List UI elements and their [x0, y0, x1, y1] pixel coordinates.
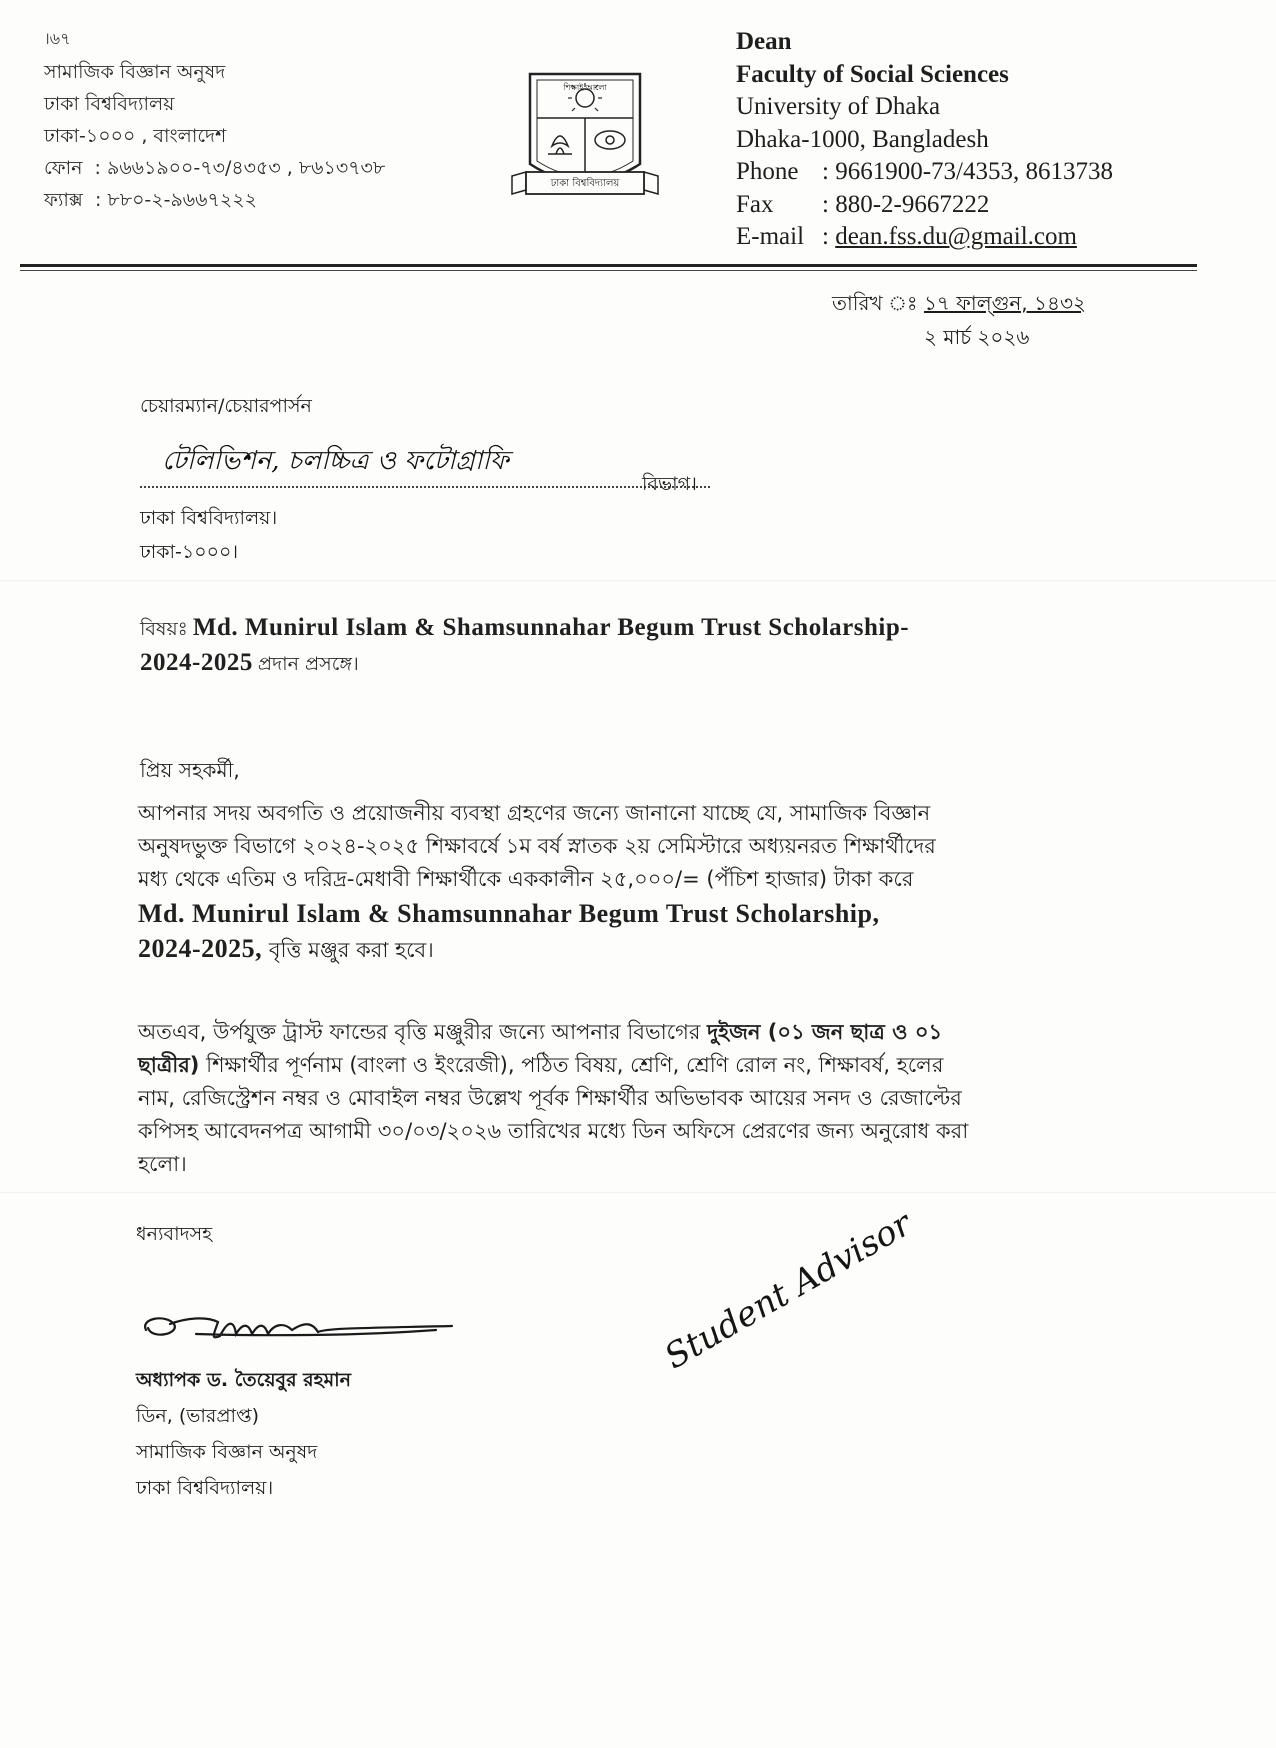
- en-phone-value: : 9661900-73/4353, 8613738: [822, 158, 1113, 185]
- para1-line: আপনার সদয় অবগতি ও প্রয়োজনীয় ব্যবস্থা গ্রহণের জন্যে জানানো যাচ্ছে যে, সামাজিক বিজ্ঞান: [138, 801, 931, 825]
- date-bangla: ১৭ ফাল্গুন, ১৪৩২: [923, 291, 1086, 315]
- header-divider-thin: [20, 270, 1197, 271]
- para2-line: নাম, রেজিস্ট্রেশন নম্বর ও মোবাইল নম্বর উল্লেখ পূর্বক শিক্ষার্থীর অভিভাবক আয়ের সনদ ও রেজাল্টের: [138, 1086, 962, 1110]
- en-email-sep: :: [822, 223, 829, 250]
- para1-line: [138, 932, 1070, 967]
- paper-fold: [0, 580, 1276, 582]
- signatory-faculty: সামাজিক বিজ্ঞান অনুষদ: [136, 1441, 318, 1463]
- en-dean: Dean: [736, 28, 792, 55]
- en-university: University of Dhaka: [736, 93, 941, 120]
- bn-fax-label: ফ্যাক্স: [44, 189, 83, 211]
- para1-line: অনুষদভুক্ত বিভাগে ২০২৪-২০২৫ শিক্ষাবর্ষে ১ম বর্ষ স্নাতক ২য় সেমিস্টারে অধ্যয়নরত শিক্ষার্থীদের: [138, 834, 936, 858]
- letterhead-english: [736, 26, 1113, 254]
- para2-text: অতএব, উর্পযুক্ত ট্রাস্ট ফান্ডের বৃত্তি মঞ্জুরীর জন্যে আপনার বিভাগের: [138, 1020, 701, 1044]
- subject-line-1: [140, 611, 1070, 646]
- letterhead-bangla: [44, 56, 385, 216]
- department-handwritten: টেলিভিশন, চলচ্চিত্র ও ফটোগ্রাফি: [162, 446, 509, 476]
- date-gregorian: ২ মার্চ ২০২৬: [924, 325, 1030, 349]
- para1-rest: বৃত্তি মঞ্জুর করা হবে।: [268, 938, 434, 962]
- signature: [136, 1300, 456, 1352]
- para2-line: কপিসহ আবেদনপত্র আগামী ৩০/০৩/২০২৬ তারিখের মধ্যে ডিন অফিসে প্রেরণের জন্য অনুরোধ করা: [138, 1119, 969, 1143]
- en-email-label: E-mail: [736, 223, 805, 250]
- subject-label: বিষয়ঃ: [140, 618, 188, 640]
- bn-fax-value: ৮৮০-২-৯৬৬৭২২২: [107, 189, 257, 211]
- para2-text: শিক্ষার্থীর পূর্ণনাম (বাংলা ও ইংরেজী), পঠিত বিষয়, শ্রেণি, শ্রেণি রোল নং, শিক্ষাবর্ষ, হলের: [206, 1053, 944, 1077]
- para2-line: [138, 1016, 1070, 1049]
- paragraph-2: [138, 1016, 1070, 1181]
- header-divider: [20, 264, 1197, 267]
- date-bangla-line: [832, 286, 1086, 320]
- para2-line: হলো।: [138, 1152, 187, 1176]
- para2-line: [138, 1049, 1070, 1082]
- salutation: প্রিয় সহকর্মী,: [140, 758, 240, 782]
- signatory-university: ঢাকা বিশ্ববিদ্যালয়।: [136, 1477, 274, 1499]
- department-suffix: বিভাগ।: [642, 473, 697, 495]
- recipient-city: ঢাকা-১০০০।: [140, 541, 239, 563]
- signatory-designation: ডিন, (ভারপ্রাপ্ত): [136, 1405, 260, 1427]
- para1-year: 2024-2025,: [138, 934, 263, 963]
- signature-icon: [136, 1300, 456, 1352]
- en-fax: [736, 189, 1113, 222]
- date-label: তারিখ ঃ: [832, 291, 918, 315]
- subject: [140, 611, 1070, 681]
- en-faculty: Faculty of Social Sciences: [736, 60, 1009, 88]
- recipient-title: চেয়ারম্যান/চেয়ারপার্সন: [140, 395, 312, 417]
- paper-fold: [0, 1192, 1276, 1194]
- date-block: [832, 286, 1086, 354]
- bn-university: ঢাকা বিশ্ববিদ্যালয়: [44, 93, 175, 115]
- bn-fax: ফ্যাক্স : ৮৮০-২-৯৬৬৭২২২: [44, 189, 257, 211]
- para1-line: মধ্য থেকে এতিম ও দরিদ্র-মেধাবী শিক্ষার্থীকে এককালীন ২৫,০০০/= (পঁচিশ হাজার) টাকা করে: [138, 867, 914, 891]
- subject-year: 2024-2025: [140, 649, 253, 676]
- para2-count-bold: দুইজন (০১ জন ছাত্র ও ০১: [707, 1020, 943, 1044]
- closing: ধন্যবাদসহ: [136, 1223, 213, 1245]
- bn-phone-value: ৯৬৬১৯০০-৭৩/৪৩৫৩ , ৮৬১৩৭৩৮: [106, 157, 386, 179]
- logo-motto: শিক্ষাই আলো: [563, 83, 607, 92]
- en-fax-value: : 880-2-9667222: [822, 190, 990, 218]
- para2-count-bold-end: ছাত্রীর): [138, 1053, 200, 1077]
- recipient-university: ঢাকা বিশ্ববিদ্যালয়।: [140, 507, 278, 529]
- en-fax-label: Fax: [736, 190, 774, 218]
- signatory-name: অধ্যাপক ড. তৈয়েবুর রহমান: [136, 1369, 351, 1391]
- paragraph-1: [138, 797, 1070, 967]
- subject-title: Md. Munirul Islam & Shamsunnahar Begum Trust Scholarship-: [192, 614, 910, 641]
- university-logo: [508, 68, 662, 208]
- en-phone: [736, 156, 1113, 189]
- en-email: [736, 221, 1113, 254]
- email-link[interactable]: dean.fss.du@gmail.com: [835, 223, 1077, 250]
- bn-faculty: সামাজিক বিজ্ঞান অনুষদ: [44, 61, 226, 83]
- bn-phone-label: ফোন: [44, 157, 83, 179]
- reference-number: ।৬৭: [44, 29, 71, 48]
- en-city: Dhaka-1000, Bangladesh: [736, 125, 989, 153]
- subject-suffix: প্রদান প্রসঙ্গে।: [257, 653, 359, 675]
- bn-phone: ফোন : ৯৬৬১৯০০-৭৩/৪৩৫৩ , ৮৬১৩৭৩৮: [44, 157, 386, 179]
- handwritten-note: Student Advisor: [658, 1203, 919, 1378]
- para1-scholarship-name: Md. Munirul Islam & Shamsunnahar Begum Trust Scholarship,: [138, 899, 880, 928]
- signatory-block: [136, 1362, 351, 1506]
- logo-banner-text: ঢাকা বিশ্ববিদ্যালয়: [550, 178, 620, 189]
- subject-line-2: [140, 646, 1070, 681]
- bn-city: ঢাকা-১০০০ , বাংলাদেশ: [44, 125, 227, 147]
- en-phone-label: Phone: [736, 158, 799, 185]
